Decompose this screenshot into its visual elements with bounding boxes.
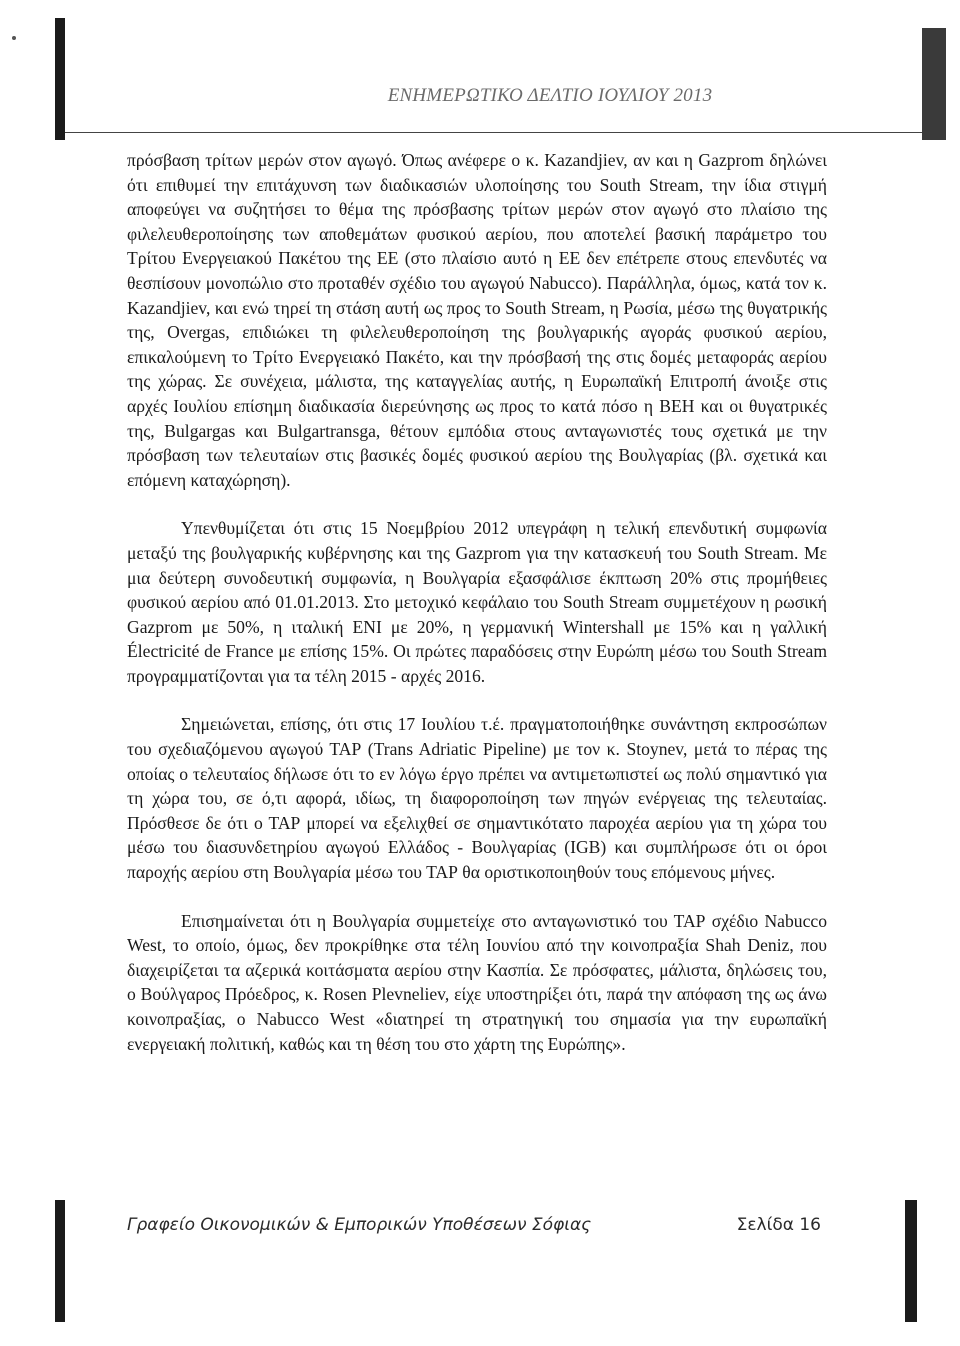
- document-body: [127, 148, 827, 1080]
- scan-margin-bar-top-left: [55, 18, 65, 140]
- header-divider: [65, 132, 922, 133]
- footer-office-name: Γραφείο Οικονομικών & Εμπορικών Υποθέσεων Σόφιας: [127, 1215, 592, 1235]
- scan-artifact-dot: [12, 36, 16, 40]
- page-header: [0, 85, 960, 107]
- paragraph-1: πρόσβαση τρίτων μερών στον αγωγό. Όπως ανέφερε ο κ. Kazandjiev, αν και η Gazprom δηλώνει ότι επιθυμεί την επιτάχυνση των διαδικασιών υλοποίησης του South Stream, την ίδια στιγμή αποφεύγει να συζητήσει το θέμα της πρόσβασης τρίτων μερών στον αγωγό στο πλαίσιο της φιλελευθεροποίησης των αποθεμάτων φυσικού αερίου, που αποτελεί βασική παράμετρο του Τρίτου Ενεργειακού Πακέτου της ΕΕ (στο πλαίσιο αυτό η ΕΕ δεν επέτρεπε στους επενδυτές να θεσπίσουν μονοπώλιο στο προταθέν σχέδιο του αγωγού Nabucco). Παράλληλα, όμως, κατά τον κ. Kazandjiev, και ενώ τηρεί τη στάση αυτή ως προς το South Stream, η Ρωσία, μέσω της θυγατρικής της, Overgas, επιδιώκει τη φιλελευθεροποίηση της βουλγαρικής αγοράς φυσικού αερίου, επικαλούμενη το Τρίτο Ενεργειακό Πακέτο, και την πρόσβασή της στις δομές μεταφοράς αερίου της χώρας. Σε συνέχεια, μάλιστα, της καταγγελίας αυτής, η Ευρωπαϊκή Επιτροπή άνοιξε στις αρχές Ιουλίου επίσημη διαδικασία διερεύνησης ως προς το κατά πόσο η ΒΕΗ και οι θυγατρικές της, Bulgargas και Bulgartransga, θέτουν εμπόδια στους ανταγωνιστές τους σχετικά με την πρόσβαση των τελευταίων στις βασικές δομές φυσικού αερίου της Βουλγαρίας (βλ. σχετικά και επόμενη καταχώρηση).: [127, 150, 827, 490]
- scan-margin-bar-top-right: [922, 28, 946, 140]
- paragraph-4: Επισημαίνεται ότι η Βουλγαρία συμμετείχε στο ανταγωνιστικό του ΤΑΡ σχέδιο Nabucco West, το οποίο, όμως, δεν προκρίθηκε στα τέλη Ιουνίου από την κοινοπραξία Shah Deniz, που διαχειρίζεται τα αζερικά κοιτάσματα αερίου στην Κασπία. Σε πρόσφατες, μάλιστα, δηλώσεις του, ο Βούλγαρος Πρόεδρος, κ. Rosen Plevneliev, είχε υποστηρίξει ότι, παρά την απόφαση της ως άνω κοινοπραξίας, ο Nabucco West «διατηρεί τη στρατηγική του σημασία για την ευρωπαϊκή ενεργειακή πολιτική, καθώς και τη θέση του στο χάρτη της Ευρώπης».: [127, 910, 827, 1054]
- paragraph-2: Υπενθυμίζεται ότι στις 15 Νοεμβρίου 2012 υπεγράφη η τελική επενδυτική συμφωνία μεταξύ της βουλγαρικής κυβέρνησης και της Gazprom για την κατασκευή του South Stream. Με μια δεύτερη συνοδευτική συμφωνία, η Βουλγαρία εξασφάλισε έκπτωση 20% στις προμήθειες φυσικού αερίου από 01.01.2013. Στο μετοχικό κεφάλαιο του South Stream συμμετέχουν η ρωσική Gazprom με 50%, η ιταλική ΕΝΙ με 20%, η γερμανική Wintershall με 15% και η γαλλική Électricité de France με επίσης 15%. Οι πρώτες παραδόσεις στην Ευρώπη μέσω του South Stream προγραμματίζονται για τα τέλη 2015 - αρχές 2016.: [127, 518, 827, 686]
- scan-margin-bar-bottom-left: [55, 1200, 65, 1322]
- scan-margin-bar-bottom-right: [905, 1200, 917, 1322]
- newsletter-title: ΕΝΗΜΕΡΩΤΙΚΟ ΔΕΛΤΙΟ ΙΟΥΛΙΟΥ 2013: [387, 85, 713, 106]
- paragraph-3: Σημειώνεται, επίσης, ότι στις 17 Ιουλίου τ.έ. πραγματοποιήθηκε συνάντηση εκπροσώπων του σχεδιαζόμενου αγωγού ΤΑΡ (Trans Adriatic Pipeline) με τον κ. Stoynev, μετά το πέρας της οποίας ο τελευταίος δήλωσε ότι το εν λόγω έργο πρέπει να αντιμετωπιστεί ως πολύ σημαντικό για τη χώρα του, σε ό,τι αφορά, ιδίως, τη διαφοροποίηση των πηγών ενέργειας της τελευταίας. Πρόσθεσε δε ότι ο ΤΑΡ μπορεί να εξελιχθεί σε σημαντικότατο παροχέα αερίου για τη χώρα του μέσω του διασυνδετηρίου αγωγού Ελλάδος - Βουλγαρίας (IGB) και συμπλήρωσε ότι οι όροι παροχής αερίου στη Βουλγαρία μέσω του ΤΑΡ θα οριστικοποιηθούν τους επόμενους μήνες.: [127, 714, 827, 883]
- page-footer: [127, 1215, 827, 1245]
- page-number: Σελίδα 16: [736, 1215, 821, 1235]
